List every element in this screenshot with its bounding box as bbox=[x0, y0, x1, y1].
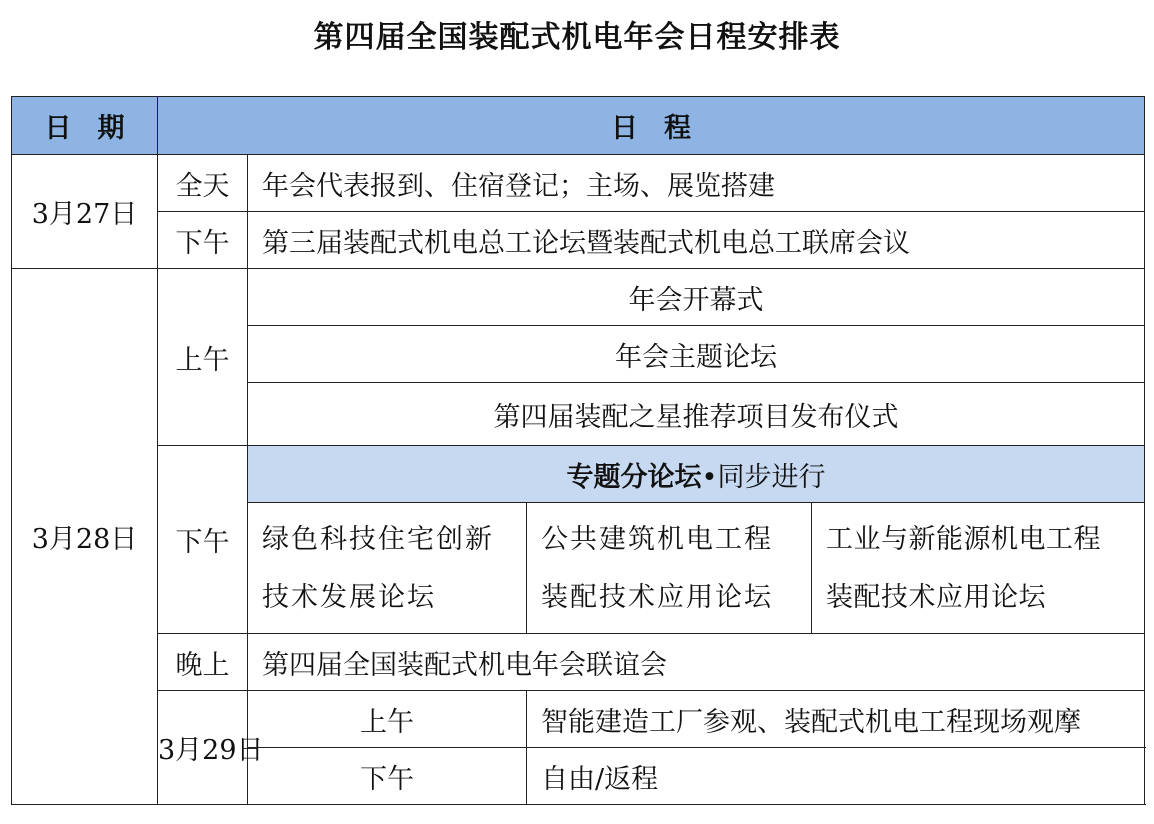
date-cell: 3月27日 bbox=[12, 155, 158, 269]
table-row bbox=[12, 212, 1145, 269]
schedule-table bbox=[11, 96, 1145, 805]
time-cell: 下午 bbox=[248, 748, 527, 805]
forum-cell bbox=[812, 503, 1145, 634]
time-cell: 上午 bbox=[248, 691, 527, 748]
time-cell: 下午 bbox=[158, 446, 248, 634]
time-cell: 晚上 bbox=[158, 634, 248, 691]
table-row bbox=[12, 691, 1145, 748]
forum-name-line2: 装配技术应用论坛 bbox=[826, 582, 1046, 613]
table-row bbox=[12, 446, 1145, 503]
forum-name-line2: 装配技术应用论坛 bbox=[541, 582, 773, 613]
date-cell: 3月29日 bbox=[158, 691, 248, 805]
forum-cell bbox=[527, 503, 812, 634]
forum-name-line2: 技术发展论坛 bbox=[262, 582, 436, 613]
table-header-row bbox=[12, 97, 1145, 155]
table-row bbox=[12, 269, 1145, 326]
schedule-item: 第四届全国装配式机电年会联谊会 bbox=[248, 634, 1145, 691]
schedule-item: 年会代表报到、住宿登记；主场、展览搭建 bbox=[248, 155, 1145, 212]
date-cell: 3月28日 bbox=[12, 269, 158, 805]
forum-heading-bold: 专题分论坛 bbox=[566, 461, 702, 493]
forum-name-line1: 绿色科技住宅创新 bbox=[262, 524, 494, 555]
schedule-item: 第四届装配之星推荐项目发布仪式 bbox=[248, 383, 1145, 446]
forum-name-line1: 公共建筑机电工程 bbox=[541, 524, 773, 555]
forum-heading bbox=[248, 446, 1145, 503]
time-cell: 下午 bbox=[158, 212, 248, 269]
forum-heading-rest: •同步进行 bbox=[701, 461, 826, 493]
date-column-header: 日期 bbox=[12, 97, 158, 155]
schedule-item: 智能建造工厂参观、装配式机电工程现场观摩 bbox=[527, 691, 1145, 748]
forum-cell bbox=[248, 503, 527, 634]
schedule-item: 自由/返程 bbox=[527, 748, 1145, 805]
page-title: 第四届全国装配式机电年会日程安排表 bbox=[313, 20, 841, 55]
table-row bbox=[12, 634, 1145, 691]
schedule-column-header: 日程 bbox=[158, 97, 1145, 155]
schedule-item: 年会开幕式 bbox=[248, 269, 1145, 326]
time-cell: 全天 bbox=[158, 155, 248, 212]
schedule-item: 年会主题论坛 bbox=[248, 326, 1145, 383]
forum-name-line1: 工业与新能源机电工程 bbox=[826, 524, 1101, 555]
schedule-item: 第三届装配式机电总工论坛暨装配式机电总工联席会议 bbox=[248, 212, 1145, 269]
time-cell: 上午 bbox=[158, 269, 248, 446]
table-row bbox=[12, 155, 1145, 212]
